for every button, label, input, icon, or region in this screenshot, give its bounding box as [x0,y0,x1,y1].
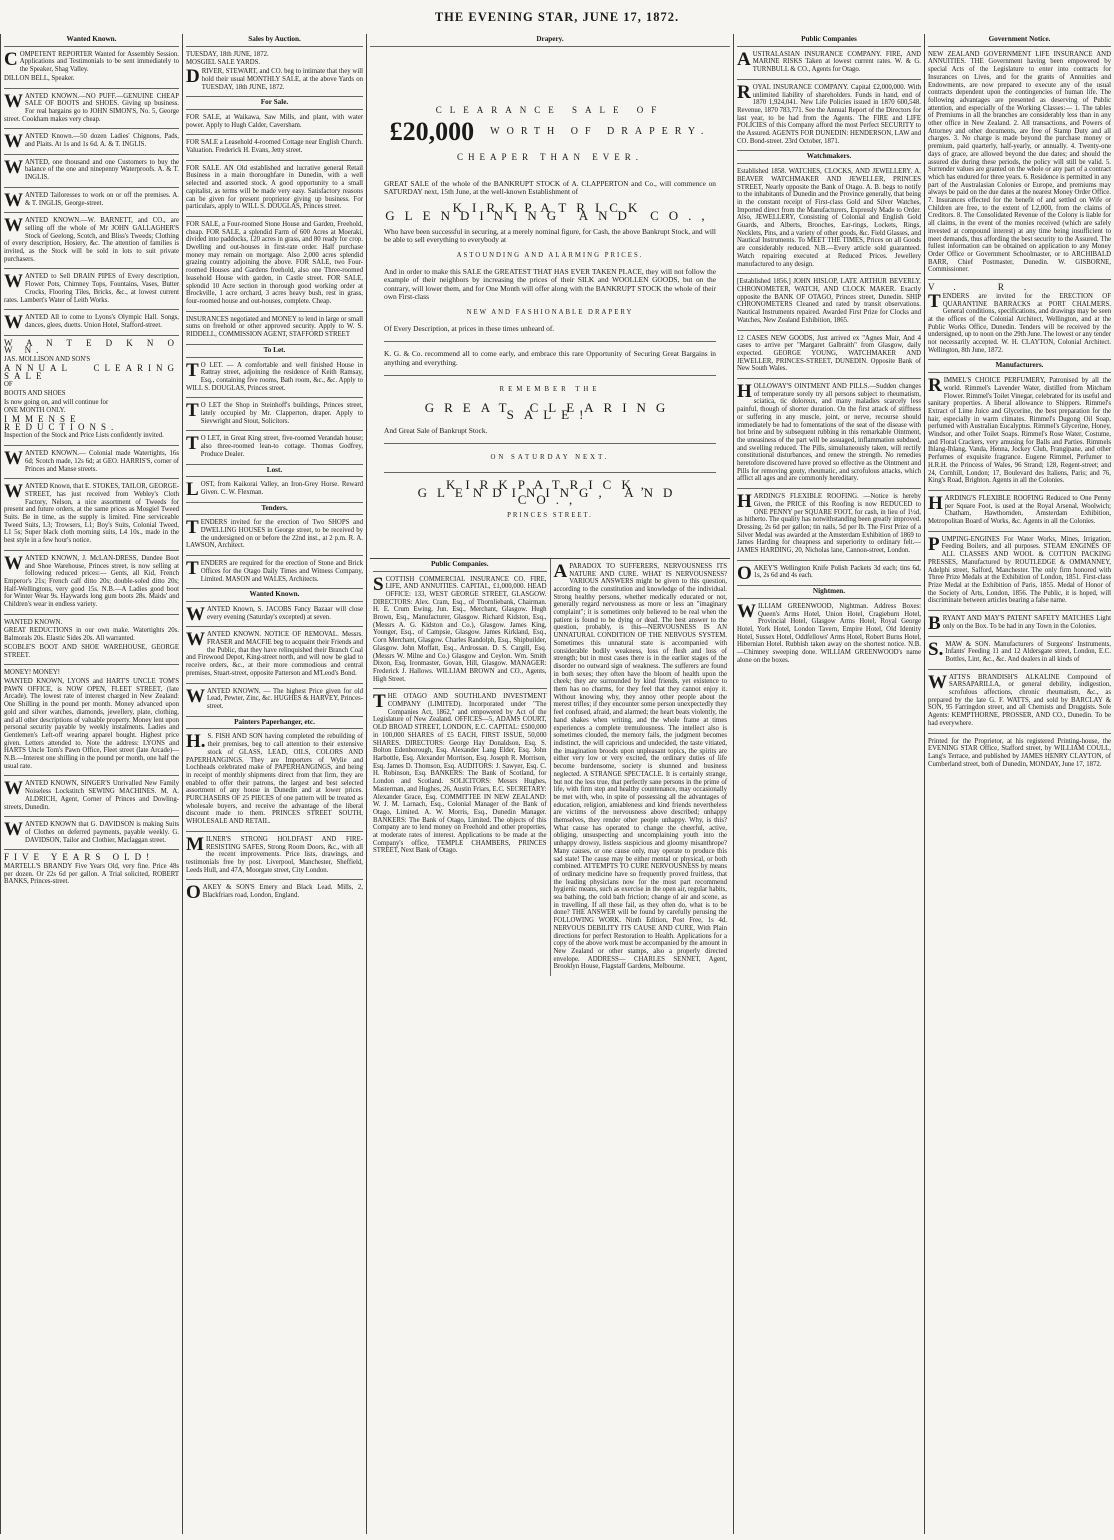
ad-fish-and-son: H.S. FISH AND SON having completed the rebuilding of their premises, beg to call attention to their extensive stock of GLASS, LEAD, OILS, COLORS AND PAPERHANGINGS. They are Importers of Wylie and Lochheads celebrated make of PAPERHANGINGS, and being in receipt of monthly shipments direct from that firm, they are enabled to offer their patrons, the largest and best selected assortment of any house in Dunedin and at lower prices. PURCHASERS OF 25 PIECES of one pattern will be treated as wholesale buyers, and receive the advantage of the liberal discount made to them. PRINCES STREET SOUTH, WHOLESALE AND RETAIL. [186,729,363,831]
ad-lost-horse: LOST, from Kaikorai Valley, an Iron-Grey Horse. Reward Given. C. W. Flexman. [186,477,363,502]
section-header-manufacturers: Manufacturers. [928,360,1111,373]
ad-mason-wales: TENDERS are required for the erection of Stone and Brick Offices for the Otago Daily Times and Witness Company, Limited. MASON and WALES, Architects. [186,556,363,589]
ad-leasehold: FOR SALE a Leasehold 4-roomed Cottage near English Church. Valuation. Frederick H. Evans, Jetty street. [186,135,363,160]
divider [384,375,716,376]
ad-harris: WANTED KNOWN.— Colonial made Watertights, 16s 6d; Scotch made, 12s 6d; at GEO. HARRIS'S, corner of Princes and Manse streets. [4,446,179,479]
divider [384,443,716,444]
section-header-watchmakers: Watchmakers. [737,151,921,164]
clearance-amount: £20,000 [389,117,475,147]
section-header-for-sale: For Sale. [186,97,363,110]
section-header-wanted-known-2: Wanted Known. [186,589,363,602]
divider [384,472,716,473]
amount-row [384,117,716,147]
ad-retail-business: FOR SALE. AN Old established and lucrative general Retail Business in a main thoroughfare in Dunedin, with a well selected and assorted stock. A good opportunity to a small capitalist, as terms will be made very easy. Satisfactory reasons can be given for present proprietor giving up business. For particulars, apply to WILL S. DOUGLAS, Princes street. [186,161,363,217]
ad-nz-government-life: NEW ZEALAND GOVERNMENT LIFE INSURANCE AND ANNUITIES. THE Government having been empowered by special Acts of the Legislature to enter into contracts for Insurances on Lives, and for the grants of Annuities and Endowments, are now prepared to execute any of the usual contracts dependent upon the contingencies of human life. The following advantages are presented as deserving of Public attention, and especially of the Working Classes:— 1. The tables of Premiums in all the branches are considerably less than in any other office in New Zealand. 2. All transactions, and Powers of Attorney and other documents, are free of Stamp Duty and all charges. 3. No charge is made beyond the purchase money or premium, paid quarterly, half-yearly, or annually. 4. Twenty-one days of grace, are allowed beyond the due dates; and should the assured die during these periods, the policy will still be valid. 5. Surrender values are granted on the whole or any part of a contract which has endured for three years. 6. Residence is permitted in any part of the Australasian Colonies or Europe, and premiums may always be paid on the due dates at the nearest Money Order Office. 7. Insurances effected for the benefit of and settled on Wife or Children are free, to the extent of L2,000, from the claims of Creditors. 8. The Consolidated Revenue of the Colony is liable for all claims, in the event of the monies received (which are safely invested at compound interest) at any time being insufficient to meet demands, thus affording the best security to the Assured. The fullest information can be obtained on application to any Money Order Office or Government Schoolmaster, or to ARCHIBALD BARR, Chief Postmaster, Dunedin. W. GISBORNE, Commissioner. [928,47,1111,280]
section-header-public-companies-2: Public Companies [737,34,921,47]
section-header-drapery: Drapery. [370,34,730,47]
firm-name: KIRKPATRICK GLENDINING AND CO., [385,200,715,224]
ad-tailoresses: WANTED Tailoresses to work on or off the premises. A. & T. INGLIS, George-street. [4,188,179,213]
ad-hislop: [Established 1856.] JOHN HISLOP, LATE ARTHUR BEVERLY. CHRONOMETER, WATCH, AND CLOCK MAKER. Exactly opposite the BANK OF OTAGO, Princes street, Dunedin. SHIP CHRONOMETERS Cleaned and rated by transit observations. Nautical Instruments repaired. Awarded First Prize for Clocks and Watches, New Zealand Exhibition, 1865. [737,274,921,330]
section-header-government-notice: Government Notice. [928,34,1111,47]
ad-lawson: TENDERS invited for the erection of Two SHOPS and DWELLING HOUSES in George street, to be received by the undersigned on or before the 22nd inst., at 2 p.m. R. A. LAWSON, Architect. [186,515,363,556]
subcol-companies [370,559,550,976]
ad-rimmel: RIMMEL'S CHOICE PERFUMERY, Patronised by all the world. Rimmel's Lavender Water, distilled from Mitcham Flower. Rimmel's Toilet Vinegar, celebrated for its useful and sanitary properties. A liberal allowance to Shippers. Rimmel's Extract of Lime Juice and Glycerine, the best preparation for the hair, especially in warm climates. Rimmel's Dugong Oil Soap, perfumed with Australian Eucalyptus. Rimmel's Glycerine, Honey, Windsor, and other Toilet Soaps. Rimmel's Rose Water, Costume, and Floral Crackers, very amusing for Balls and Parties. Rimmels Ihlang-Ihlang, Vanda, Henna, Jockey Club, Frangipane, and other Perfumes of exquisite fragrance. Eugene Rimmel, Perfumer to H.R.H. the Princess of Wales, 96 Strand; 128, Regent-street; and 24, Cornhill, London; 17, Boulevard des Italiens, Paris; and 76, King's Road, Brighton. Agents in all the Colonies. [928,373,1111,491]
section-header-lost: Lost. [186,465,363,478]
column-government-notice [924,34,1114,1534]
ad-fraser-macfie: WANTED KNOWN. NOTICE OF REMOVAL. Messrs. FRASER and MACFIE beg to acquaint their Friends and the Public, that they have relinquished their Branch Coal and Firewood Depot, King-street north, and will now be glad to receive orders, &c., at their more commodious and central premises, Stuart-street, opposite Patterson and M'Leod's Bond. [186,627,363,683]
ad-waterproofs: WANTED, one thousand and one Customers to buy the balance of the one and ninepenny Waterproofs. A. & T. INGLIS. [4,155,179,188]
ad-mollison: W A N T E D K N O W N. JAS. MOLLISON AND SON'S ANNUAL CLEARING SALE OF BOOTS AND SHOES Is now going on, and will continue for ONE MONTH ONLY. IMMENSE REDUCTIONS. Inspection of the Stock and Price Lists confidently invited. [4,336,179,446]
section-header-painters: Painters Paperhanger, etc. [186,717,363,730]
ad-maw-son: S.MAW & SON. Manufacturers of Surgeons' Instruments, Infants' Feeding 11 and 12 Aldersgate street, London, E.C. Bottles, Lint, &c., &c. And dealers in all kinds of [928,637,1111,670]
column-wanted-known [0,34,182,1534]
ad-holloway: HOLLOWAY'S OINTMENT AND PILLS.—Sudden changes of temperature sorely try all persons subject to rheumatism, sciatica, tic doloreux, and many maladies scarcely less painful, though of shorter duration. On the first attack of stiffness or suffering in any muscle, joint, or nerve, recourse should immediately be had to fomentations of the seat of the disease with hot brine and by subsequent rubbing in this remarkable Ointment, the uneasiness of the part will be assuaged, inflammation subdued, and swelling reduced. The Pills, simultaneously taken, will rectify constitutional disturbances, and renew the strength. No remedies heretofore discovered have proved so effective as the Ointment and Pills for removing gouty, rheumatic, and scrofulous attacks, which afflict all ages and are commonly hereditary. [737,379,921,489]
ad-king-street: TO LET, in Great King street, five-roomed Verandah house; also three-roomed lean-to cottage. Thomas Godfrey, Produce Dealer. [186,431,363,464]
great-clearing-sale: GREAT CLEARING SALE! [424,399,676,423]
ad-reporter: COMPETENT REPORTER Wanted for Assembly Session. Applications and Testimonials to be sent immediately to the Speaker, Shag Valley. DILLON BELL, Speaker. [4,47,179,89]
ad-greenwood: WILLIAM GREENWOOD, Nightman. Address Boxes: Queen's Arms Hotel, Union Hotel, Cragieburn Hotel, Provincial Hotel, Glasgow Arms Hotel, Royal George Hotel, York Hotel, London Tavern, Empire Hotel, Old Identity Hotel, Sussex Hotel, Oddfellows' Arms Hotel, Robert Burns Hotel, Hibernian Hotel. Rubbish taken away on the shortest notice. N.B.—Chimney sweeping done. WILLIAM GREENWOOD's name alone on the boxes. [737,600,921,664]
ad-pumping-engines: PUMPING-ENGINES For Water Works, Mines, Irrigation, Feeding Boilers, and all purposes. STEAM ENGINES OF ALL CLASSES AND WOOL & COTTON PACKING PRESSES, Manufactured by ROUTLEDGE & OMMANNEY, Adelphi street, Salford, Manchester. The only firm honored with Three Prize Medals at the Exhibition of London, 1851. First-class Prize Medal at the Exhibition of Paris, 1855. Medal of Honor of the Society of Arts, London, 1856. The Public, it is hoped, will discriminate between articles bearing a false name. [928,532,1111,611]
ad-scoble: WANTED KNOWN. GREAT REDUCTIONS in our own make. Watertights 20s. Balmorals 20s. Elastic Sides 20s. All warranted. SCOBLE'S BOOT AND SHOE WAREHOUSE, GEORGE STREET. [4,615,179,666]
ad-singer: WANTED KNOWN, SINGER'S Unrivalled New Family Noiseless Lockstitch SEWING MACHINES. M. A. ALDRICH, Agent, Corner of Princes and Dowling-streets, Dunedin. [4,776,179,817]
two-column-block [370,559,730,976]
section-header-nightmen: Nightmen. [737,586,921,599]
section-header-to-let: To Let. [186,345,363,358]
ad-bryant-may: BRYANT AND MAY'S PATENT SAFETY MATCHES Light only on the Box. To be had in any Town in the Colonies. [928,611,1111,636]
ad-olympic-hall: WANTED All to come to Lyons's Olympic Hall. Songs, dances, glees, duetts. Union Hotel, Stafford-street. [4,310,179,335]
ad-stokes: WANTED Known, that E. STOKES, TAILOR, GEORGE-STREET, has just received from Webley's Cloth Factory, Nelson, a nice assortment of Tweeds for present and future orders, at the same prices as Mosgiel Tweed Suits. Be in time, as the supply is limited. Fine serviceable Tweed Suits, L3; Trowsers, L1; Boy's Suits, Colonial Tweed, L1 5s; Super black cloth morning suits, L4 10s., made in the best style in a few hour's notice. [4,479,179,551]
section-header-tenders: Tenders. [186,503,363,516]
ad-beaver: Established 1858. WATCHES, CLOCKS, AND JEWELLERY. A. BEAVER WATCHMAKER AND JEWELLER, PRINCES STREET, Nearly opposite the Bank of Otago. A. B. begs to notify to the inhabitants of Dunedin and the Province generally, that being in the constant receipt of First-class Gold and Silver Watches, Imported direct from the Manufacturers, Expressly Made to Order. Also, JEWELLERY, Consisting of Colonial and English Gold Guards, and Alberts, Brooches, Ear-rings, Lockets, Rings, Necklets, Pins, and a variety of other goods, &c. Field Glasses, and Nautical Instruments. To MEET THE TIMES, Prices on all Goods are considerably reduced. N.B.—Every article sold guaranteed. Watch repairing executed at Reduced Prices. Jewellery manufactured to any design. [737,164,921,274]
firm-name-2: KIRKPATRICK, GLENDINING, AND CO., [417,477,683,508]
ad-mclandress: WANTED KNOWN, J. McLAN-DRESS, Dundee Boot and Shoe Warehouse, Princes street, is now selling at following reduced prices:— Gents, all Kid, French Emperor's 21s; French calf ditto 20s; double-soled ditto 20s; Half-Wellingtons, very good 15s. N.B.—A Ladies good boot for Winter Wear 9s. Haywards long gum boots 28s. Maids' and Children's wear in endless variety. [4,551,179,615]
masthead: THE EVENING STAR, JUNE 17, 1872. [434,10,680,24]
ad-watts-sarsaparilla: WATTS'S BRANDISH'S ALKALINE Compound of SARSAPARILLA, or general debility, indigestion, scrofulous affections, chronic rheumatism, &c., as prepared by the late G. F. WATTS, and sold by BARCLAY & SON, 95 Farringdon street, and all Chemists and Druggists. Sole Agents: KEMPTHORNE, PROSSER, AND CO., Dunedin. To be had everywhere. [928,670,1111,734]
ad-milner: MILNER'S STRONG HOLDFAST AND FIRE-RESISTING SAFES, Strong Room Doors, &c., with all the recent improvements. Price lists, drawings, and testimonials free by post. Liverpool, Manchester, Sheffield, Leeds Hull, and 47A, Moorgate street, City London. [186,832,363,881]
section-header-wanted-known: Wanted Known. [4,34,179,47]
ad-royal-insurance: ROYAL INSURANCE COMPANY. Capital £2,000,000. With unlimited liability of shareholders. Funds in hand, end of 1870 1,924,041. New Life Policies issued in 1870 600,548. Revenue, 1870 783,771. See the Annual Report of the Directors for last year, to be had from the Agents. The FIRE and LIFE POLICIES of this Company afford the most Perfect SECURITY to the Assured. AGENTS FOR DUNEDIN: HENDERSON, LAW and CO. Bond-street. 23rd October, 1871. [737,80,921,152]
section-header-sales-by-auction: Sales by Auction. [186,34,363,47]
ad-harding-roofing: HARDING'S FLEXIBLE ROOFING. —Notice is hereby Given, the PRICE of this Roofing is now REDUCED to ONE PENNY per SQUARE FOOT, for cash, in lieu of 1½d, as hitherto. The quality has notwithstanding been greatly improved. Dressing, 2s 6d per gallon; tin nails, 5d per lb. The First Prize of a Silver Medal was awarded at the Amsterdam Exhibition of 1869 to James Harding for cheapness and superiority to ordinary felt.—JAMES HARDING, 20, Nicholas lane, Cannon-street, London. [737,489,921,561]
ad-simon: WANTED KNOWN.—NO PUFF.—GENUINE CHEAP SALE OF BOOTS and SHOES. Giving up business. For real bargains go to JOHN SIMON'S, No. 5, George street. Cookham makes very cheap. [4,89,179,130]
ad-drain-pipes: WANTED to Sell DRAIN PIPES of Every description, Flower Pots, Chimney Tops, Fountains, Vases, Butter Crocks, Flooring Tiles, Bricks, &c., at lowest current rates. Lambert's Water of Leith Works. [4,269,179,310]
ad-waikawa: FOR SALE, at Waikawa, Saw Mills, and plant, with water power. Apply to Hugh Calder, Caversham. [186,110,363,135]
subcol-paradox [550,559,731,976]
ad-lyons-pawn: MONEY! MONEY! WANTED KNOWN, LYONS and HART'S UNCLE TOM'S PAWN OFFICE, is NOW OPEN, FLEET STREET, (late Arcade). The lowest rate of interest charged in New Zealand: One Shilling in the pound per month. Money advanced upon gold and silver watches, diamonds, jewellery, plate, clothing, and all other descriptions of valuable property. Money lent upon personal security payable by weekly instalments. Ladies and Gentlemen's Left-off wearing apparel bought. Highest price given. Letters attended to. Note the address: LYONS and HARTS Uncle Tom's Pawn Office, Fleet street (late Arcade)— N.B.—Interest one shilling in the pound per month, one half the usual rate. [4,665,179,776]
ad-properties: FOR SALE, a Four-roomed Stone House and Garden, Freehold, cheap. FOR SALE, a splendid Farm of 600 Acres at Moeraki, divided into paddocks, 120 acres in grass, and 80 ready for crop. Dwelling and out-houses in first-rate order. Half purchase money may remain on mortgage. Also 2,000 acres splendid grazing country adjoining the above. FOR SALE, two Four-roomed Houses and Gardens freehold, also one Three-roomed leasehold House with garden, in Castle street. FOR SALE, splendid 10 Acre section in thorough good working order at Brockville, 1 acre orchard, 3 acres heavy bush, rest in grass, four-roomed house and out-houses, complete. Cheap. [186,217,363,312]
ad-harding-roofing-2: HARDING'S FLEXIBLE ROOFING Reduced to One Penny per Square Foot, is used at the Royal Arsenal, Woolwich; Chatham, Hawthornden, Amsterdam Exhibition, Metropolitan Board of Works, &c. Agents in all the Colonies. [928,491,1111,532]
worth-of-drapery: WORTH OF DRAPERY. [490,126,711,138]
ad-scottish-commercial: SCOTTISH COMMERCIAL INSURANCE CO. FIRE, LIFE, AND ANNUITIES. CAPITAL, £1,000,000. HEAD OFFICE: 133, WEST GEORGE STREET, GLASGOW. DIRECTORS: Alex. Cram, Esq., of Thornliebank, Chairman. H. E. Crum Ewing, Jun. Esq., Merchant, Glasgow. Hugh Brown, Esq., Manufacturer, Glasgow. Richard Kidston, Esq., (Messrs A. G. Kidston and Co.), Glasgow. James King, Younger, Esq., of Campsie, Glasgow. James Kirkland, Esq., Corn Merchant, Glasgow. Charles Randolph, Esq., Shipbuilder, Glasgow. John Moffatt, Esq., Ardrossan. D. S. Cargill, Esq. (Messrs W. Milne and Co.) Glasgow and Ceylon. Wm. Smith Dixon, Esq, Ironmaster, Govan, Hill, Glasgow. MANAGER: Frederick J. Hallows. WILLIAM BROWN and CO., Agents, High Street. [373,572,547,690]
lower-drapery-section [370,558,730,976]
ad-otago-southland: THE OTAGO AND SOUTHLAND INVESTMENT COMPANY (LIMITED). Incorporated under "The Companies Act, 1862," and empowered by Act of the Legislature of New Zealand. OFFICES—5, ADAMS COURT, OLD BROAD STREET, LONDON, E.C. CAPITAL: £500,000 in 100,000 SHARES of £5 EACH, FIRST ISSUE, 50,000 SHARES. DIRECTORS: George Hay Donaldson, Esq. S. Bolton Edenborough, Esq. Alexander Lang Elder, Esq. John Harbottle, Esq. Alexander Morrison, Esq. Joseph R. Morrison, Esq. James D. Thomson, Esq. AUDITORS: J. Sawyer, Esq. C. H. Robinson, Esq. BANKERS: The Bank of Scotland, for London and Scotland. SOLICITORS: Messrs Hughes, Masterman, and Hughes, 26, Austin Friars, E.C. SECRETARY: Alexander Grace, Esq. COMMITTEE IN NEW ZEALAND: W. J. M. Larnach, Esq., Colonial Manager of the Bank of Otago, Limited. A. W. Morris, Esq., Dunedin Manager. BANKERS: The Bank of Otago, Limited. The objects of this Company are to lend money on Freehold and other properties, at moderate rates of interest. Applications to be made at the Company's office, TEMPLE CHAMBERS, PRINCES STREET, Next Bank of Otago. [373,691,547,855]
printer-imprint: Printed for the Proprietor, at his registered Printing-house, the EVENING STAR Office, Stafford street, by WILLIAM COULL, Lang's Terrace, and published by JAMES HENRY CLAYTON, of Cumberland street, both of Dunedin, MONDAY, June 17, 1872. [928,737,1111,768]
ad-clearance-sale: CLEARANCE SALE OF £20,000 WORTH OF DRAPERY. CHEAPER THAN EVER. GREAT SALE of the whole of the BANKRUPT STOCK of A. CLAPPERTON and Co., will commence on SATURDAY next, 15th June, at the well-known Establishment of KIRKPATRICK GLENDINING AND CO., Who have been successful in securing, at a merely nominal figure, for Cash, the above Bankrupt Stock, and will be able to sell everything to everybody at ASTOUNDING AND ALARMING PRICES. And in order to make this SALE the GREATEST THAT HAS EVER TAKEN PLACE, they will not follow the example of their neighbors by increasing the prices of their SILK and WOOLLEN GOODS, but on the contrary, will lower them, and for One Month will offer along with the BANKRUPT STOCK the whole of their own First-class NEW AND FASHIONABLE DRAPERY Of Every Description, at prices in these times unheard of. K. G. & Co. recommend all to come early, and embrace this rare Opportunity of Securing Great Bargains in anything and everything. REMEMBER THE GREAT CLEARING SALE! And Great Sale of Bankrupt Stock. ON SATURDAY NEXT. KIRKPATRICK, GLENDINING, AND CO., PRINCES STREET. [384,104,716,520]
ad-riddell: INSURANCES negotiated and MONEY to lend in large or small sums on freehold or other approved security. Apply to W. S. RIDDELL, COMMISSION AGENT, STAFFORD STREET [186,312,363,345]
section-header-public-companies: Public Companies. [373,559,547,572]
vr-crest: V. R. [928,282,1047,293]
ad-oakey-emery: OAKEY & SON'S Emery and Black Lead. Mills, 2, Blackfriars road, London, England. [186,882,363,904]
ad-quarantine-barracks: V. R. TENDERS are invited for the ERECTION OF QUARANTINE BARRACKS at PORT CHALMERS. General conditions, specifications, and drawings may be seen at the offices of the Colonial Architect, Wellington, and at the Public Works Office, Dunedin. Tenders will be received by the undersigned, up to noon on the 29th June. The lowest or any tender not necessarily accepted. W. H. CLAYTON, Colonial Architect. Wellington, 8th June, 1872. [928,280,1111,360]
column-public-companies [733,34,924,1534]
ad-rattray: TO LET. — A comfortable and well finished House in Rattray street, adjoining the residence of Keith Ramsay, Esq., containing five rooms, Bath room, &c., &c. Apply to WILL S. DOUGLAS, Princes street. [186,358,363,399]
ad-paradox-nervousness: APARADOX TO SUFFERERS, NERVOUSNESS ITS NATURE AND CURE. WHAT IS NERVOUSNESS? VARIOUS ANSWERS might be given to this question, according to the constitution and knowledge of the individual. Strong healthy persons, whether medically educated or not, generally regard nervousness as more or less an "imaginary complaint"; it is sometimes only believed to be real when the patient is found to be dying or dead. The best answer to the question, probably, is this—NERVOUSNESS IS AN UNNATURAL CONDITION OF THE NERVOUS SYSTEM. Sometimes this unnatural state is accompanied with considerable bodily weakness, loss of flesh and loss of strength; but in most cases there is in the earlier stages of the disorder no outward sign of weakness. The sufferers are found in both sexes; they often have the bloom of health upon the cheek; they are surrounded by kind friends, yet existence to them has no charms, for they feel that they cannot enjoy it. Without knowing why, they annoy other people about the merest trifles; if they encounter some person unexpectedly they feel confused, afraid, and alarmed; the heart beats violently, the hand shakes when writing, and the whole frame at times experiences a complete tremulousness. The intellect also is sometimes clouded, the memory fails, the judgment becomes indistinct, the will capricious and undecided, the taste vitiated, the imagination broods upon unpleasant topics, the spirits are either very low or very excited, the ordinary duties of life become burdensome, society is shunned and business neglected. A STRANGE SPECTACLE. It is certainly strange, but not the less true, that perfectly sane persons in the prime of life, with firm step and healthy countenance, may occasionally be met with, who, in spite of possessing all the advantages of education, religion, amiableness and kind friends nevertheless are victims of the nervousness above described; unhappy themselves, they render other people unhappy. Why, is this? What cause has operated to change the cheerful, active, obliging, unsuspecting and uncomplaining youth into the unhappy drowsy, listless suspicious and gloomy misanthrope? Many causes, or one cause only, may operate to produce this sad state! The cause may be either mental or physical, or both combined. ATTEMPTS TO CURE NERVOUSNESS by means of ordinary medicine have so frequently proved fruitless, that the leading physicians now for the most part recommend hygienic means, such as exercise in the open air, regular habits, sea bathing, the cold bath friction; change of air and scene, as in travelling. If all these fail, as they often do, what is to be done? THE ANSWER will be found by carefully perusing the FOLLOWING WORK. Ninth Edition, Post Free, 1s 4d. NERVOUS DEBILITY ITS CAUSE AND CURE, With Plain directions for perfect Restoration to Health. Applications for a copy of the above work must be accompanied by the amount in New Zealand or other stamps, also a properly directed envelope. ADDRESS— CHARLES SENNET, Agent, Brooklyn House, Flagstaff Gardens, Melbourne. [553,560,727,971]
ad-mosgiel-sale: TUESDAY, 18th JUNE, 1872. MOSGIEL SALE YARDS. DRIVER, STEWART, and CO. beg to intimate that they will hold their usual MONTHLY SALE, at the above Yards on TUESDAY, 18th JUNE, 1872. [186,47,363,98]
ad-steinhoff: TO LET the Shop in Steinhoff's buildings, Princes street, lately occupied by Mr. Clapperton, draper. Apply to Sievwright and Stout, Solicitors. [186,398,363,431]
ad-barnett: WANTED KNOWN.—W. BARNETT, and CO., are selling off the whole of Mr JOHN GALLAGHER'S Stock of Geelong, Scotch, and Bliss's Tweeds; Clothing of every description, Hosiery, &c. The attention of families is invited, as the Stock will be sold in lots to suit private purchasers. [4,213,179,269]
ad-australasian: AUSTRALASIAN INSURANCE COMPANY. FIRE, AND MARINE RISKS Taken at lowest current rates. W. & G. TURNBULL & CO., Agents for Otago. [737,47,921,80]
ad-oakey-knife: OAKEY'S Wellington Knife Polish Packets 3d each; tins 6d, 1s, 2s 6d and 4s each. [737,561,921,586]
divider [384,341,716,342]
column-sales-auction [182,34,366,1534]
ad-davidson: WANTED KNOWN that G. DAVIDSON is making Suits of Clothes on deferred payments, payable weekly. G. DAVIDSON, Tailor and Clothier, Maclaggan street. [4,817,179,850]
ad-jacobs: WANTED Known, S. JACOBS Fancy Bazaar will close every evening (Saturday's excepted) at seven. [186,602,363,627]
column-drapery [366,34,733,1534]
ad-martell: FIVE YEARS OLD! MARTELL'S BRANDY Five Years Old, very fine. Price 48s per dozen. Or 22s 6d per gallon. A Trial solicited, ROBERT BANKS, Princes-street. [4,852,179,886]
ad-george-young: 12 CASES NEW GOODS, Just arrived ex "Agnes Muir, And 4 cases to arrive per "Margaret Galbraith" from Glasgow, daily expected. GEORGE YOUNG, WATCHMAKER AND JEWELLER, PRINCES-STREET, DUNEDIN. Opposite Bank of New South Wales. [737,331,921,380]
ad-chignons: WANTED Known.—50 dozen Ladies' Chignons, Pads, and Plaits. At 1s and 1s 6d. A. & T. INGLIS. [4,129,179,154]
ad-hughes-harvey: WANTED KNOWN. — The highest Price given for old Lead, Pewter, Zinc, &c. HUGHES & HARVEY, Princes-street. [186,684,363,717]
